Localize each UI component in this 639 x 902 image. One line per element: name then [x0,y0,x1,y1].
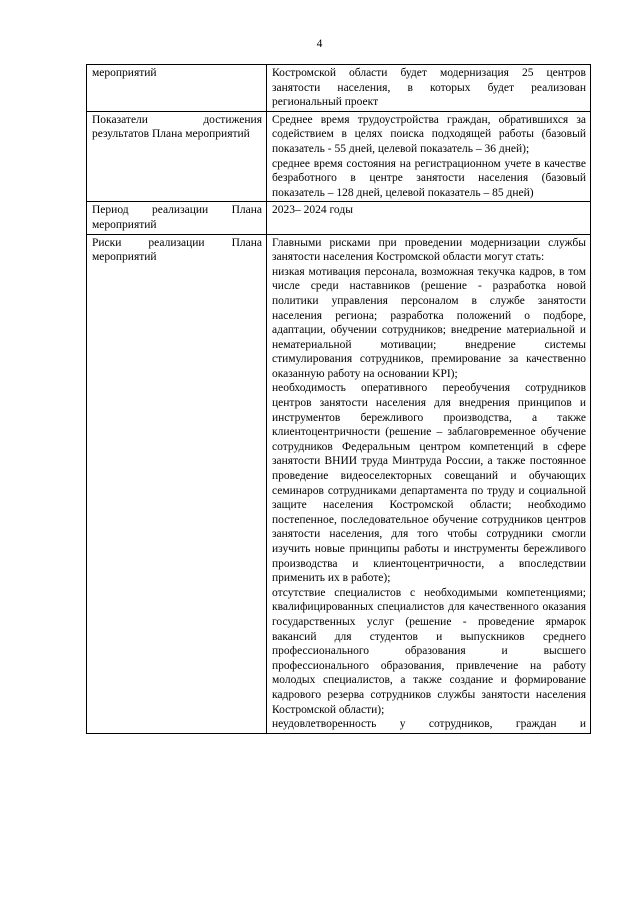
table-row [87,202,591,234]
row-value [267,65,591,112]
row-value [267,111,591,202]
table-row [87,234,591,733]
paragraph: отсутствие специалистов с необходимыми компетенциями; квалифицированных специалистов для качественного оказания государственных услуг (решение - проведение ярмарок вакансий для студентов и выпускников среднего профессионального образования и высшего профессионального образования, привлечение на работу молодых специалистов, а также создание и формирование кадрового резерва сотрудников службы занятости населения Костромской области); [272,586,586,716]
row-label: Период реализации Плана мероприятий [87,202,267,234]
paragraph: неудовлетворенность у сотрудников, граждан и [272,718,586,731]
row-value [267,202,591,234]
row-label: Показатели достижения результатов Плана мероприятий [87,111,267,202]
paragraph: необходимость оперативного переобучения сотрудников центров занятости населения для внедрения принципов и инструментов бережливого производства, а также клиентоцентричности (решение – заблаговременное обучение сотрудников Федеральным центром компетенций в сфере занятости ВНИИ труда Минтруда России, а также постоянное проведение видеоселекторных совещаний и обучающих семинаров сотрудниками департамента по труду и социальной защите населения Костромской области; необходимо постепенное, последовательное обучение сотрудников центров занятости населения, для того чтобы сотрудники смогли изучить новые принципы работы и инструменты бережливого производства и клиентоцентричности, а впоследствии применить их в работе); [272,382,586,585]
row-value [267,234,591,733]
row-label: мероприятий [87,65,267,112]
paragraph: 2023– 2024 годы [272,204,353,217]
table-row [87,65,591,112]
paragraph: Среднее время трудоустройства граждан, обратившихся за содействием в целях поиска подходящей работы (базовый показатель - 55 дней, целевой показатель – 36 дней); [272,113,586,155]
paragraph: среднее время состояния на регистрационном учете в качестве безработного в центре занятости населения (базовый показатель – 128 дней, целевой показатель – 85 дней) [272,157,586,199]
plan-table [86,64,591,734]
table-row [87,111,591,202]
paragraph: Главными рисками при проведении модернизации службы занятости населения Костромской области могут стать: [272,236,586,264]
paragraph: низкая мотивация персонала, возможная текучка кадров, в том числе среди наставников (решение - разработка новой политики управления персоналом в службе занятости населения региона; разработка положений о подборе, адаптации, обучении сотрудников; внедрение материальной и нематериальной мотивации; внедрение системы стимулирования сотрудников, премирование за качественно оказанную работу на основании KPI); [272,265,586,380]
row-label: Риски реализации Плана мероприятий [87,234,267,733]
page-number: 4 [316,38,323,50]
paragraph: Костромской области будет модернизация 25 центров занятости населения, в которых будет реализован региональный проект [272,67,586,109]
